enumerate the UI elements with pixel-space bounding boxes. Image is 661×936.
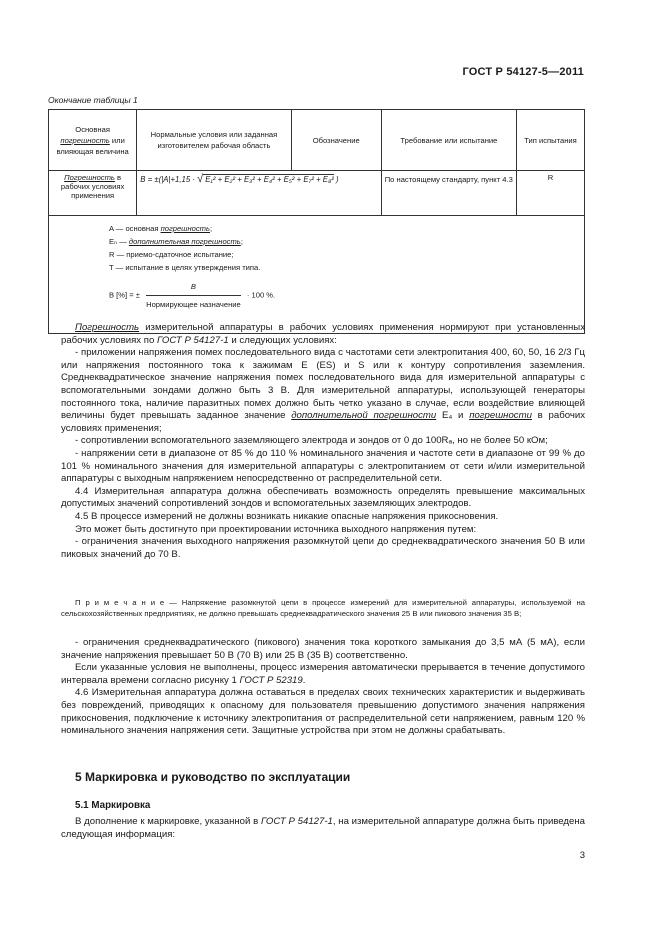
cell-requirement: По настоящему стандарту, пункт 4.3 bbox=[381, 171, 516, 216]
formula-denominator: Нормирующее назначение bbox=[146, 300, 241, 309]
note-line: R — приемо-сдаточное испытание; bbox=[109, 250, 234, 259]
table-header-row bbox=[49, 110, 585, 171]
cell-test-type: R bbox=[517, 171, 585, 216]
cell-quantity bbox=[49, 171, 137, 216]
note-text: A — основная bbox=[109, 224, 161, 233]
text-italic: ГОСТ Р 54127-1 bbox=[156, 334, 229, 346]
note-text: — Напряжение разомкнутой цепи в процессе измерений для измерительной аппаратуры, используемой на сельскохозяйственных предприятиях, не должно превышать среднеквадратического значения 25 В или пикового значения 35 В; bbox=[61, 598, 585, 619]
note-line bbox=[109, 222, 576, 235]
text-underlined: погрешности bbox=[469, 410, 532, 422]
formula-numerator: B bbox=[146, 280, 241, 296]
section-heading: 5 Маркировка и руководство по эксплуатации bbox=[75, 770, 351, 784]
text-italic: ГОСТ Р 52319 bbox=[239, 674, 303, 686]
text: - приложении напряжения помех последовательного вида с частотами сети электропитания 400, 60, 50, 16 2/3 Гц или напряжения постоянного тока к зажимам E (ES) и S или к контуру сопротивления заземления. Среднеквадратическое значение напряжения помех последовательного вида для измерительной аппаратуры с вспомогательными зондами должно быть 3 В. Для измерительной аппаратуры, использующей генераторы постоянного тока, наличие паразитных помех должно быть четко указано в случае, если воздействие влияющей величины будет превышать заданное значение bbox=[61, 347, 585, 422]
percent-formula bbox=[109, 280, 576, 311]
body-text-block-3 bbox=[61, 816, 585, 841]
document-code-header: ГОСТ Р 54127-5—2011 bbox=[462, 66, 584, 78]
error-formula bbox=[140, 175, 338, 184]
list-item: - ограничения значения выходного напряжения разомкнутой цепи до среднеквадратического значения 50 В или пиковых значений до 70 В. bbox=[61, 536, 585, 560]
note-text: ; bbox=[210, 224, 213, 233]
formula-left: B = ±(|A|+1,15 · bbox=[140, 175, 195, 184]
text-underlined: дополнительной погрешности bbox=[291, 410, 437, 422]
header-cell-quantity bbox=[49, 110, 137, 171]
text-italic: ГОСТ Р 54127-1 bbox=[260, 816, 333, 827]
header-cell-designation: Обозначение bbox=[291, 110, 381, 171]
formula-left: B [%] = ± bbox=[109, 290, 140, 300]
text: В дополнение к маркировке, указанной в bbox=[75, 816, 261, 827]
list-item: - сопротивлении вспомогательного заземляющего электрода и зондов от 0 до 100Rₐ, но не более 50 кОм; bbox=[75, 435, 548, 447]
list-item: - напряжении сети в диапазоне от 85 % до 110 % номинального значения и частоте сети в диапазоне от 99 % до 101 % номинального значения для измерительной аппаратуры с электропитанием от сети и/или измерительной аппаратуры с выходным напряжением непосредственно от распределительной сети. bbox=[61, 447, 585, 485]
paragraph bbox=[61, 322, 585, 347]
note-text-underlined: погрешность bbox=[160, 224, 210, 233]
list-item bbox=[61, 347, 585, 435]
header-cell-conditions: Нормальные условия или заданная изготовителем рабочая область bbox=[137, 110, 291, 171]
note-paragraph bbox=[61, 597, 585, 620]
text: в рабочих условиях применения; bbox=[61, 410, 585, 434]
paragraph bbox=[61, 816, 585, 841]
list-item: - ограничения среднеквадратического (пикового) значения тока короткого замыкания до 3,5 мА (5 мА), если значение напряжения превышает 50 В (70 В) или 25 В (35 В) соответственно. bbox=[61, 637, 585, 661]
subsection-heading: 5.1 Маркировка bbox=[75, 800, 151, 811]
cell-text: в рабочих условиях применения bbox=[60, 173, 125, 200]
cell-formula bbox=[137, 171, 381, 216]
cell-text-underlined: Погрешность bbox=[64, 173, 115, 182]
sqrt-sign: √ bbox=[197, 173, 204, 185]
body-text-block-2 bbox=[61, 637, 585, 738]
note-block bbox=[61, 597, 585, 620]
table-row bbox=[49, 171, 585, 216]
note-text: ; bbox=[240, 237, 243, 246]
body-text-block-1 bbox=[61, 322, 585, 561]
table-caption: Окончание таблицы 1 bbox=[48, 95, 138, 105]
paragraph bbox=[61, 662, 585, 687]
paragraph: 4.5 В процессе измерений не должны возникать никакие опасные напряжения прикосновения. bbox=[75, 510, 499, 522]
header-text-underlined: погрешность bbox=[60, 135, 110, 145]
text: Если указанные условия не выполнены, процесс измерения автоматически прерывается в течение допустимого интервала времени согласно рисунку 1 bbox=[61, 662, 585, 686]
note-label: П р и м е ч а н и е bbox=[75, 598, 165, 607]
text: и следующих условиях: bbox=[228, 334, 337, 346]
formula-right: · 100 %. bbox=[246, 290, 276, 300]
formula-fraction bbox=[146, 280, 241, 311]
note-text-underlined: дополнительная погрешность bbox=[128, 237, 241, 246]
error-table bbox=[48, 109, 585, 334]
text-underlined: Погрешность bbox=[75, 322, 140, 333]
header-cell-test-type: Тип испытания bbox=[517, 110, 585, 171]
header-cell-requirement: Требование или испытание bbox=[381, 110, 516, 171]
formula-right: ) bbox=[336, 175, 339, 184]
paragraph: 4.6 Измерительная аппаратура должна оставаться в пределах своих технических характеристик и выдерживать без повреждений, приводящих к опасному для пользователя превышению допустимого значения напряжения прикосновения, подключение к источнику электропитания от распределительной сети напряжением, равным 120 % номинального значения напряжения сети. Защитные устройства при этом не должны срабатывать. bbox=[61, 687, 585, 737]
text: измерительной аппаратуры в рабочих условиях применения нормируют при установленных рабочих условиях по bbox=[61, 322, 585, 346]
paragraph: Это может быть достигнуто при проектировании источника выходного напряжения путем: bbox=[75, 523, 477, 535]
header-text: или влияющая величина bbox=[56, 135, 129, 156]
note-text: Eₙ — bbox=[109, 237, 129, 246]
note-line: T — испытание в целях утверждения типа. bbox=[109, 263, 261, 272]
cell-notes bbox=[49, 216, 585, 334]
paragraph: 4.4 Измерительная аппаратура должна обеспечивать возможность определять превышение максимальных допустимых значений сопротивлений зондов и вспомогательных заземляющих электродов. bbox=[61, 485, 585, 510]
page-number: 3 bbox=[579, 850, 585, 861]
header-text: Основная bbox=[75, 124, 110, 134]
formula-sqrt: E₁² + E₂² + E₃² + E₄² + E₅² + E₇² + E₈² bbox=[205, 175, 334, 184]
table-notes-row bbox=[49, 216, 585, 334]
text: , на измерительной аппаратуре должна быть приведена следующая информация: bbox=[61, 816, 585, 840]
text: . bbox=[302, 674, 306, 686]
note-line bbox=[109, 235, 576, 248]
text: E₄ и bbox=[436, 410, 470, 422]
